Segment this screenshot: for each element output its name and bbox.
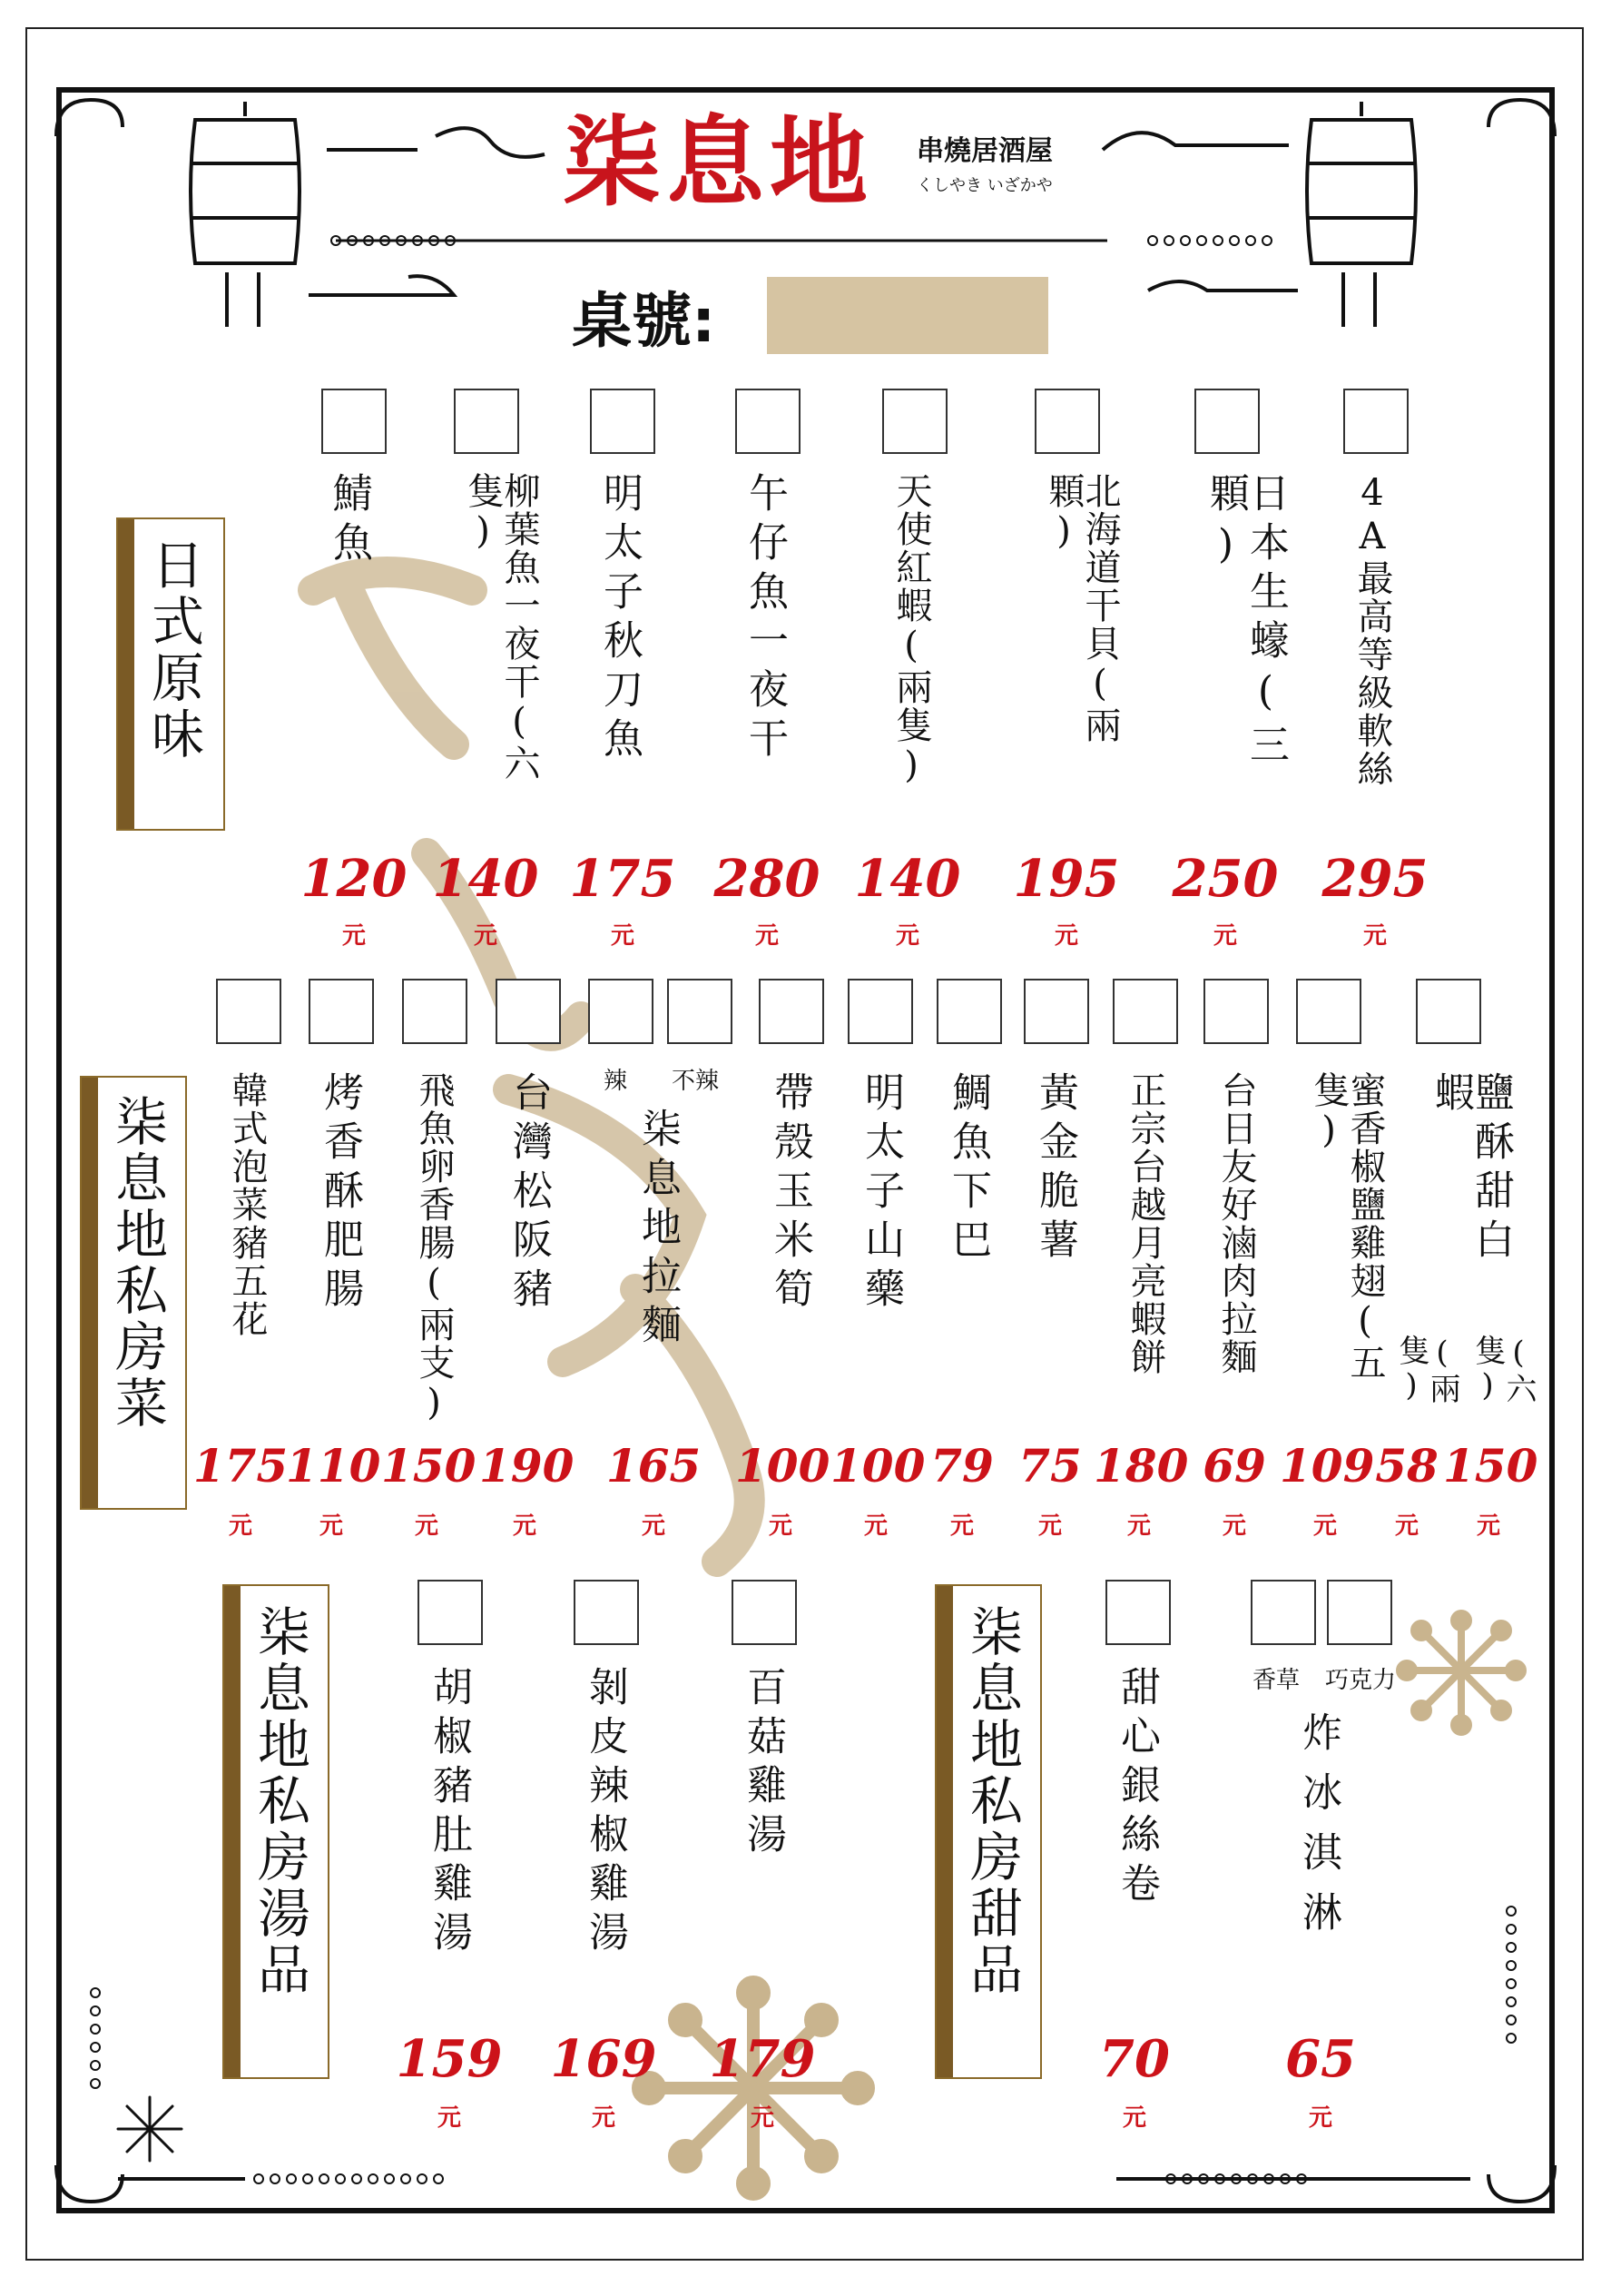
price-unit: 元	[1122, 2104, 1146, 2132]
item-price: 65	[1285, 2029, 1356, 2089]
category-japanese	[116, 517, 225, 831]
chocolate-checkbox[interactable]	[1327, 1580, 1392, 1645]
item-checkbox[interactable]	[1194, 389, 1260, 454]
item-checkbox[interactable]	[759, 979, 824, 1044]
vanilla-checkbox[interactable]	[1251, 1580, 1316, 1645]
price-unit: 元	[591, 2104, 615, 2132]
item-checkbox[interactable]	[848, 979, 913, 1044]
price-unit: 元	[1312, 1513, 1337, 1540]
price-unit: 元	[863, 1513, 888, 1540]
item-price: 280	[713, 849, 820, 909]
item-name: 炸冰淇淋	[1295, 1711, 1341, 1951]
price-unit: 元	[610, 922, 634, 950]
price-unit: 元	[1476, 1513, 1500, 1540]
item-checkbox[interactable]	[216, 979, 281, 1044]
item-price: 169	[550, 2029, 657, 2089]
item-name: 鯖魚	[326, 472, 372, 570]
item-note: (六隻)	[1469, 1335, 1537, 1405]
item-price: 70	[1099, 2029, 1170, 2089]
vanilla-label: 香草	[1252, 1667, 1301, 1694]
item-name: 柒息地拉麵	[634, 1108, 681, 1353]
item-price: 120	[300, 849, 408, 909]
item-checkbox[interactable]	[1113, 979, 1178, 1044]
category-bar	[82, 1078, 98, 1508]
price-unit: 元	[1037, 1513, 1062, 1540]
price-unit: 元	[1222, 1513, 1246, 1540]
item-checkbox[interactable]	[1296, 979, 1361, 1044]
item-price: 140	[432, 849, 539, 909]
spicy-label: 辣	[604, 1068, 628, 1095]
nonspicy-label: 不辣	[672, 1068, 720, 1095]
item-name: 帶殼玉米筍	[767, 1071, 813, 1316]
item-name: 烤香酥肥腸	[317, 1071, 363, 1316]
price-unit: 元	[768, 1513, 792, 1540]
category-title: 柒息地私房菜	[106, 1094, 168, 1432]
item-checkbox[interactable]	[309, 979, 374, 1044]
item-name: 午仔魚一夜干	[742, 472, 788, 766]
item-name: 明太子秋刀魚	[596, 472, 643, 766]
price-unit: 元	[414, 1513, 438, 1540]
item-checkbox[interactable]	[1105, 1580, 1171, 1645]
item-price: 175	[569, 849, 676, 909]
item-price: 250	[1172, 849, 1279, 909]
item-checkbox[interactable]	[937, 979, 1002, 1044]
item-price: 79	[930, 1439, 994, 1493]
item-name: 韓式泡菜豬五花	[226, 1071, 268, 1338]
item-price: 179	[709, 2029, 816, 2089]
item-price: 110	[286, 1439, 381, 1493]
item-name: 甜心銀絲卷	[1114, 1666, 1160, 1911]
category-bar	[118, 519, 134, 829]
item-price: 100	[830, 1439, 926, 1493]
item-checkbox[interactable]	[882, 389, 948, 454]
item-price: 190	[479, 1439, 575, 1493]
item-price: 150	[381, 1439, 476, 1493]
nonspicy-checkbox[interactable]	[667, 979, 732, 1044]
chocolate-label: 巧克力	[1325, 1667, 1397, 1694]
item-price: 109	[1280, 1439, 1375, 1493]
price-unit: 元	[1394, 1513, 1419, 1540]
table-number-label: 桌號:	[572, 286, 716, 356]
item-price: 150	[1443, 1439, 1538, 1493]
item-checkbox[interactable]	[1203, 979, 1269, 1044]
price-unit: 元	[949, 1513, 974, 1540]
category-title: 日式原味	[142, 537, 204, 763]
spicy-checkbox[interactable]	[588, 979, 653, 1044]
category-bar	[224, 1586, 241, 2077]
item-checkbox[interactable]	[1343, 389, 1409, 454]
item-name: 鹽酥甜白蝦	[1428, 1071, 1514, 1267]
price-unit: 元	[319, 1513, 343, 1540]
item-checkbox[interactable]	[735, 389, 801, 454]
brand-logo: 柒息地	[563, 105, 874, 220]
table-number-field[interactable]	[767, 277, 1048, 354]
item-checkbox[interactable]	[1416, 979, 1481, 1044]
item-name: 蜜香椒鹽雞翅(五隻)	[1308, 1071, 1386, 1382]
item-name: 日本生蠔(三顆)	[1203, 472, 1289, 773]
item-checkbox[interactable]	[417, 1580, 483, 1645]
price-unit: 元	[512, 1513, 536, 1540]
brand-subtitle: 串燒居酒屋	[917, 135, 1053, 167]
item-name: 台灣松阪豬	[506, 1071, 552, 1316]
item-price: 295	[1321, 849, 1429, 909]
item-price: 180	[1094, 1439, 1189, 1493]
price-unit: 元	[228, 1513, 252, 1540]
item-name: 北海道干貝(兩顆)	[1043, 472, 1121, 744]
item-checkbox[interactable]	[496, 979, 561, 1044]
item-checkbox[interactable]	[590, 389, 655, 454]
item-checkbox[interactable]	[402, 979, 467, 1044]
category-title: 柒息地私房湯品	[249, 1604, 310, 1998]
price-unit: 元	[341, 922, 366, 950]
item-price: 175	[192, 1439, 289, 1493]
item-name: 鯛魚下巴	[945, 1071, 991, 1267]
item-price: 165	[605, 1439, 702, 1493]
item-name: 天使紅蝦(兩隻)	[890, 472, 932, 788]
item-checkbox[interactable]	[1024, 979, 1089, 1044]
category-title: 柒息地私房甜品	[961, 1604, 1023, 1998]
price-unit: 元	[1308, 2104, 1332, 2132]
item-name: 正宗台越月亮蝦餅	[1125, 1071, 1166, 1376]
item-name: 柳葉魚一夜干(六隻)	[462, 472, 540, 783]
item-price: 100	[735, 1439, 830, 1493]
item-name: 百菇雞湯	[740, 1666, 786, 1862]
price-unit: 元	[754, 922, 779, 950]
price-unit: 元	[1362, 922, 1387, 950]
category-private	[80, 1076, 187, 1510]
item-checkbox[interactable]	[1035, 389, 1100, 454]
category-bar	[937, 1586, 953, 2077]
item-price: 140	[854, 849, 961, 909]
category-soup	[222, 1584, 329, 2079]
item-price: 159	[396, 2029, 503, 2089]
price-unit: 元	[1213, 922, 1237, 950]
item-name: 黃金脆薯	[1032, 1071, 1078, 1267]
item-price: 58	[1375, 1439, 1439, 1493]
item-name: 台日友好滷肉拉麵	[1215, 1071, 1257, 1376]
item-note: (兩隻)	[1393, 1335, 1460, 1405]
price-unit: 元	[473, 922, 497, 950]
item-name: 剝皮辣椒雞湯	[582, 1666, 628, 1960]
item-checkbox[interactable]	[321, 389, 387, 454]
price-unit: 元	[437, 2104, 461, 2132]
price-unit: 元	[641, 1513, 665, 1540]
item-price: 75	[1018, 1439, 1082, 1493]
item-name: 胡椒豬肚雞湯	[426, 1666, 472, 1960]
price-unit: 元	[895, 922, 919, 950]
item-name: 4A最高等級軟絲	[1351, 472, 1393, 788]
item-name: 飛魚卵香腸(兩支)	[413, 1071, 455, 1425]
item-checkbox[interactable]	[574, 1580, 639, 1645]
category-dessert	[935, 1584, 1042, 2079]
item-name: 明太子山藥	[858, 1071, 904, 1316]
brand-subtitle-kana: くしやき いざかや	[917, 176, 1053, 195]
price-unit: 元	[1126, 1513, 1151, 1540]
item-price: 69	[1203, 1439, 1266, 1493]
item-price: 195	[1013, 849, 1120, 909]
price-unit: 元	[1054, 922, 1078, 950]
price-unit: 元	[750, 2104, 774, 2132]
item-checkbox[interactable]	[732, 1580, 797, 1645]
item-checkbox[interactable]	[454, 389, 519, 454]
